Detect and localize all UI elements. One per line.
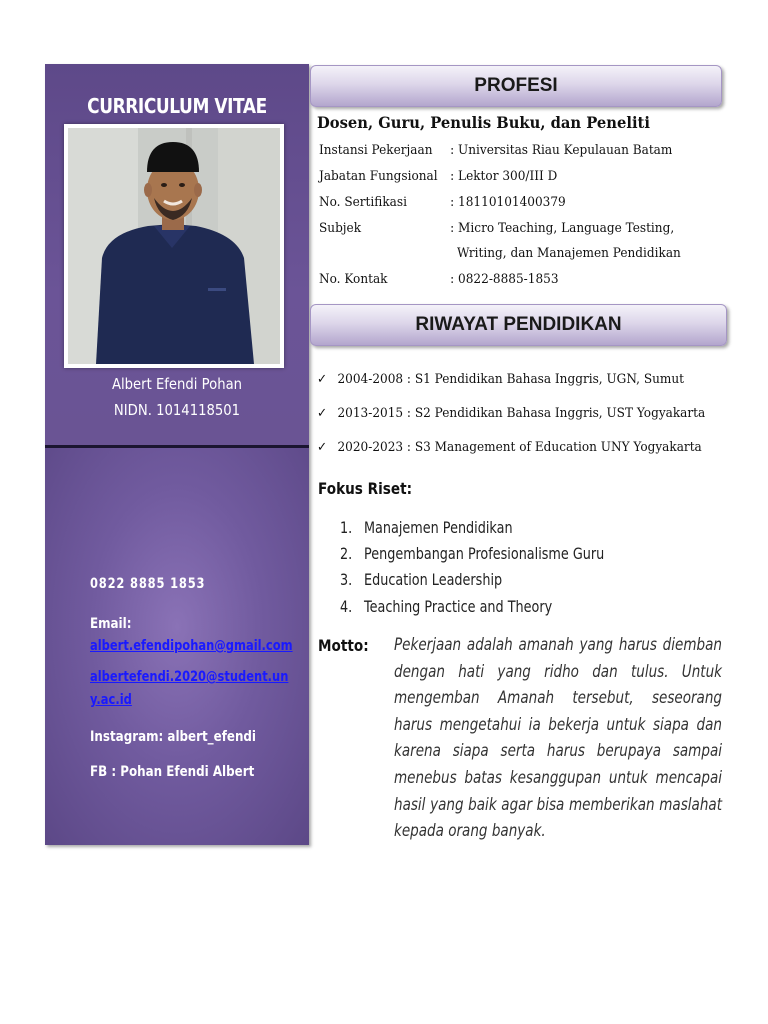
riset-text: Education Leadership (364, 570, 503, 589)
info-value: : 0822-8885-1853 (450, 272, 559, 287)
phone-number: 0822 8885 1853 (90, 576, 206, 592)
profesi-title: Dosen, Guru, Penulis Buku, dan Peneliti (317, 113, 650, 132)
riset-item (340, 518, 513, 537)
facebook-handle: FB : Pohan Efendi Albert (90, 764, 255, 780)
motto-text: Pekerjaan adalah amanah yang harus diemban dengan hati yang ridho dan tulus. Untuk mengemban Amanah tersebut, seseorang harus mengetahui ia bekerja untuk siapa dan karena siapa serta harus berupaya sampai menebus batas kesanggupan untuk mencapai hasil yang baik agar bisa memberikan maslahat kepada orang banyak. (394, 635, 722, 841)
info-label: No. Kontak (319, 272, 388, 287)
info-label: Instansi Pekerjaan (319, 143, 433, 158)
riwayat-banner (310, 304, 727, 346)
person-nidn: NIDN. 1014118501 (113, 401, 241, 419)
riset-text: Pengembangan Profesionalisme Guru (364, 544, 605, 563)
info-value: : Universitas Riau Kepulauan Batam (450, 143, 673, 158)
info-row (319, 143, 672, 158)
profesi-heading: PROFESI (474, 75, 558, 96)
education-item (317, 440, 702, 455)
riset-heading: Fokus Riset: (318, 479, 413, 498)
education-text: 2013-2015 : S2 Pendidikan Bahasa Inggris, UST Yogyakarta (337, 406, 706, 421)
profesi-banner (310, 65, 722, 107)
riset-item (340, 544, 604, 563)
info-value: : Lektor 300/III D (450, 169, 558, 184)
info-row (319, 169, 557, 184)
riset-number: 1. (340, 518, 353, 537)
info-row (319, 221, 674, 236)
info-label: Subjek (319, 221, 362, 236)
checkmark-icon: ✓ (317, 440, 328, 455)
sidebar (45, 64, 309, 845)
riset-number: 4. (340, 597, 353, 616)
info-row (319, 195, 566, 210)
riset-text: Teaching Practice and Theory (364, 597, 553, 616)
education-item (317, 406, 705, 421)
info-value: : Micro Teaching, Language Testing, (450, 221, 675, 236)
info-label: Jabatan Fungsional (319, 169, 438, 184)
info-row (319, 272, 559, 287)
education-text: 2004-2008 : S1 Pendidikan Bahasa Inggris, UGN, Sumut (337, 372, 685, 387)
riset-item (340, 570, 502, 589)
instagram-handle: Instagram: albert_efendi (90, 729, 257, 745)
profile-photo (68, 128, 280, 364)
education-text: 2020-2023 : S3 Management of Education UNY Yogyakarta (337, 440, 702, 455)
email-label: Email: (90, 616, 132, 632)
email-link-student-part1[interactable]: albertefendi.2020@student.un (90, 669, 289, 685)
person-name: Albert Efendi Pohan (111, 375, 243, 393)
email-link-student-part2[interactable]: y.ac.id (90, 692, 132, 708)
riset-text: Manajemen Pendidikan (364, 518, 513, 537)
cv-title: CURRICULUM VITAE (87, 94, 267, 118)
email-link-gmail[interactable]: albert.efendipohan@gmail.com (90, 638, 293, 654)
info-label: No. Sertifikasi (319, 195, 407, 210)
info-value: : 18110101400379 (450, 195, 566, 210)
riset-number: 2. (340, 544, 353, 563)
motto-label: Motto: (318, 636, 369, 655)
riset-number: 3. (340, 570, 353, 589)
education-item (317, 372, 684, 387)
riset-item (340, 597, 552, 616)
info-value-continued: Writing, dan Manajemen Pendidikan (457, 246, 681, 261)
riwayat-heading: RIWAYAT PENDIDIKAN (415, 314, 622, 335)
checkmark-icon: ✓ (317, 406, 328, 421)
motto-block (394, 632, 722, 845)
profile-photo-frame (64, 124, 284, 368)
checkmark-icon: ✓ (317, 372, 328, 387)
